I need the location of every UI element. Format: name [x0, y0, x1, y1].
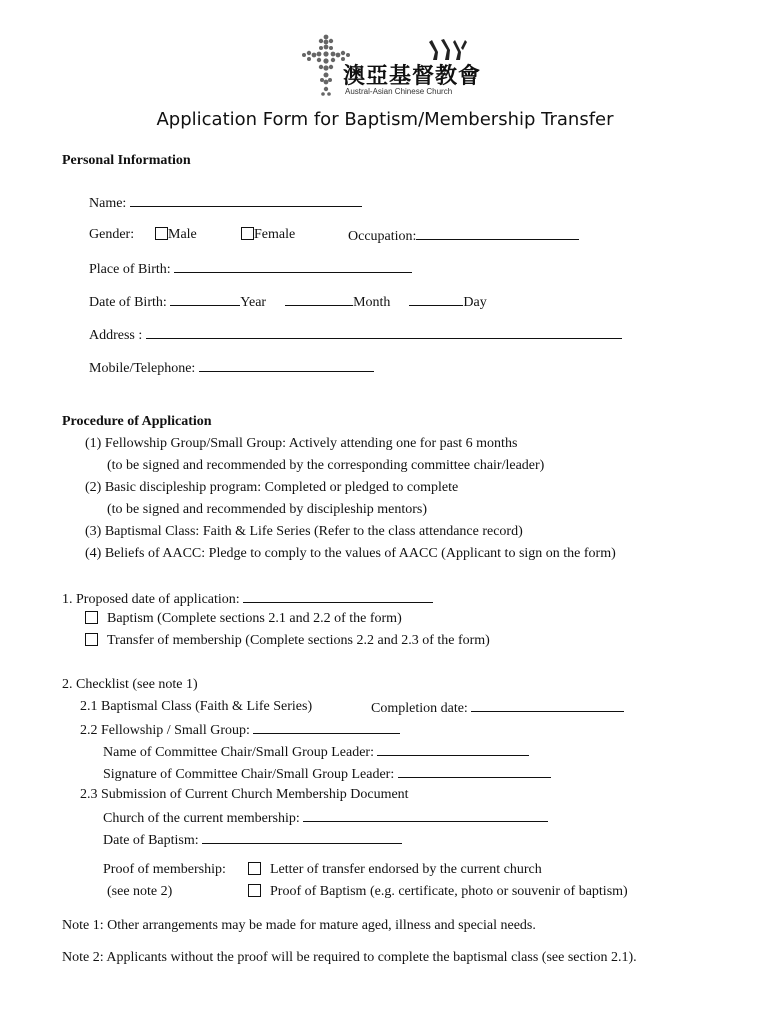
female-option[interactable]	[241, 226, 295, 243]
procedure-item-2-note: (to be signed and recommended by discipleship mentors)	[107, 502, 427, 517]
place-of-birth-field[interactable]	[174, 259, 412, 273]
gender-row	[89, 226, 134, 243]
name-label: Name:	[89, 196, 127, 211]
proof-baptism-label: Proof of Baptism (e.g. certificate, photo or souvenir of baptism)	[270, 884, 628, 899]
logo-chinese-name: 澳亞基督教會	[343, 64, 482, 89]
transfer-checkbox[interactable]	[85, 633, 98, 646]
gender-label: Gender:	[89, 227, 135, 242]
current-church-row	[103, 808, 548, 827]
logo-english-name: Austral-Asian Chinese Church	[345, 87, 453, 96]
dob-day-label: Day	[463, 295, 487, 310]
page-title: Application Form for Baptism/Membership Transfer	[156, 109, 614, 130]
male-checkbox[interactable]	[155, 227, 168, 240]
name-field[interactable]	[130, 193, 362, 207]
checklist-heading: 2. Checklist (see note 1)	[62, 677, 198, 692]
proof-letter-label: Letter of transfer endorsed by the current church	[270, 862, 542, 877]
chair-name-label: Name of Committee Chair/Small Group Leader:	[103, 745, 374, 760]
procedure-item-1: (1) Fellowship Group/Small Group: Actively attending one for past 6 months	[85, 436, 518, 451]
name-row	[89, 193, 362, 212]
proof-note: (see note 2)	[107, 884, 173, 899]
address-label: Address :	[89, 328, 143, 343]
date-of-baptism-field[interactable]	[202, 830, 402, 844]
place-of-birth-row	[89, 259, 412, 278]
procedure-item-4: (4) Beliefs of AACC: Pledge to comply to the values of AACC (Applicant to sign on the form)	[85, 546, 616, 561]
baptism-option[interactable]	[85, 610, 402, 627]
chair-signature-row	[103, 764, 551, 783]
baptism-option-label: Baptism (Complete sections 2.1 and 2.2 of the form)	[107, 611, 402, 626]
male-option[interactable]	[155, 226, 197, 243]
current-church-field[interactable]	[303, 808, 548, 822]
phone-row	[89, 358, 374, 377]
occupation-field[interactable]	[416, 226, 579, 240]
female-checkbox[interactable]	[241, 227, 254, 240]
proposed-date-row	[62, 589, 433, 608]
membership-document-heading: 2.3 Submission of Current Church Membership Document	[80, 787, 409, 802]
proof-baptism-option[interactable]	[248, 883, 628, 900]
address-field[interactable]	[146, 325, 622, 339]
dob-label: Date of Birth:	[89, 295, 167, 310]
chair-signature-field[interactable]	[398, 764, 551, 778]
fellowship-label: 2.2 Fellowship / Small Group:	[80, 723, 250, 738]
note-2: Note 2: Applicants without the proof will be required to complete the baptismal class (see section 2.1).	[62, 950, 637, 965]
date-of-baptism-row	[103, 830, 402, 849]
proof-letter-checkbox[interactable]	[248, 862, 261, 875]
occupation-row	[348, 226, 579, 245]
personal-info-heading: Personal Information	[62, 153, 191, 168]
place-of-birth-label: Place of Birth:	[89, 262, 171, 277]
completion-date-field[interactable]	[471, 698, 624, 712]
procedure-item-1-note: (to be signed and recommended by the corresponding committee chair/leader)	[107, 458, 545, 473]
dob-year-label: Year	[240, 295, 267, 310]
occupation-label: Occupation:	[348, 229, 417, 244]
transfer-option[interactable]	[85, 632, 490, 649]
address-row	[89, 325, 622, 344]
dob-month-label: Month	[353, 295, 391, 310]
procedure-heading: Procedure of Application	[62, 414, 212, 429]
date-of-birth-row	[89, 292, 487, 311]
fellowship-row	[80, 720, 400, 739]
completion-date-row	[371, 698, 624, 717]
proposed-date-field[interactable]	[243, 589, 433, 603]
proof-baptism-checkbox[interactable]	[248, 884, 261, 897]
proposed-date-label: 1. Proposed date of application:	[62, 592, 240, 607]
current-church-label: Church of the current membership:	[103, 811, 300, 826]
chair-signature-label: Signature of Committee Chair/Small Group Leader:	[103, 767, 395, 782]
dob-year-field[interactable]	[170, 292, 240, 306]
fellowship-field[interactable]	[253, 720, 400, 734]
completion-date-label: Completion date:	[371, 701, 468, 716]
baptism-checkbox[interactable]	[85, 611, 98, 624]
female-label: Female	[254, 227, 296, 242]
phone-label: Mobile/Telephone:	[89, 361, 196, 376]
date-of-baptism-label: Date of Baptism:	[103, 833, 199, 848]
procedure-item-2: (2) Basic discipleship program: Completed or pledged to complete	[85, 480, 459, 495]
dob-day-field[interactable]	[409, 292, 463, 306]
note-1: Note 1: Other arrangements may be made for mature aged, illness and special needs.	[62, 918, 536, 933]
dob-month-field[interactable]	[285, 292, 353, 306]
proof-label: Proof of membership:	[103, 862, 226, 877]
chair-name-field[interactable]	[377, 742, 529, 756]
chair-name-row	[103, 742, 529, 761]
procedure-item-3: (3) Baptismal Class: Faith & Life Series (Refer to the class attendance record)	[85, 524, 523, 539]
proof-letter-option[interactable]	[248, 861, 542, 878]
phone-field[interactable]	[199, 358, 374, 372]
church-logo	[296, 32, 482, 98]
transfer-option-label: Transfer of membership (Complete sections 2.2 and 2.3 of the form)	[107, 633, 490, 648]
male-label: Male	[168, 227, 197, 242]
baptismal-class-row: 2.1 Baptismal Class (Faith & Life Series)	[80, 699, 313, 714]
